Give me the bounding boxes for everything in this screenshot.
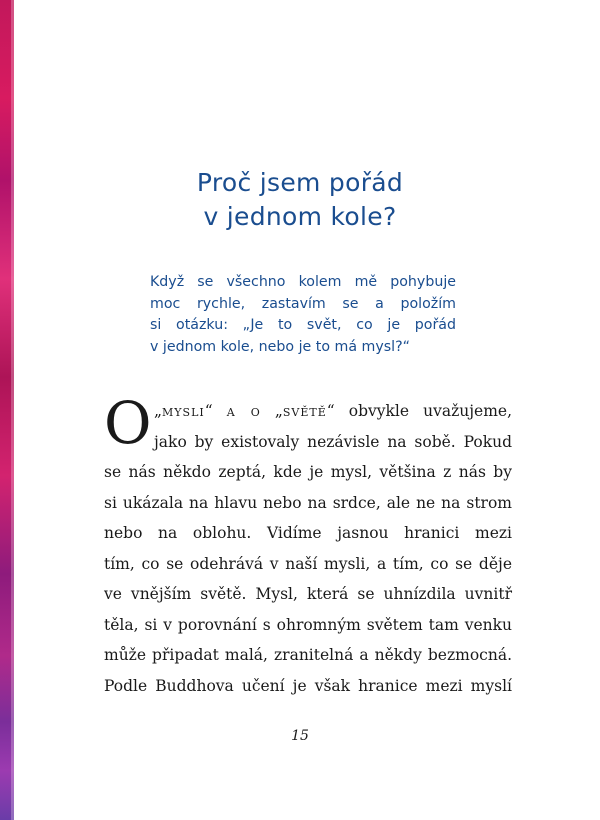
page-edge-color-strip: [0, 0, 14, 820]
body-line: těla, si v porovnání s ohromným světem tam venku: [104, 615, 512, 634]
body-line: ve vnějším světě. Mysl, která se uhnízdila uvnitř: [104, 585, 512, 603]
open-quote: „: [154, 402, 163, 420]
close-quote: “: [326, 402, 335, 420]
body-line: Podle Buddhova učení je však hranice mezi myslí: [104, 676, 512, 695]
body-line: tím, co se odehrává v naší mysli, a tím, co se děje: [104, 554, 512, 573]
body-line: se nás někdo zeptá, kde je mysl, většina z nás by: [104, 463, 512, 481]
intro-line: moc rychle, zastavím se a položím: [150, 295, 456, 312]
body-line: jako by existovaly nezávisle na sobě. Pokud: [154, 432, 512, 451]
term-svete: světě: [282, 402, 327, 420]
close-quote: “: [204, 402, 213, 420]
body-line: může připadat malá, zranitelná a někdy bezmocná.: [104, 646, 512, 664]
term-mysli: mysli: [162, 402, 205, 420]
open-quote: „: [274, 402, 283, 420]
connector-text: a o: [226, 402, 261, 420]
chapter-title-line-1: Proč jsem pořád: [196, 168, 404, 197]
intro-line: Když se všechno kolem mě pohybuje: [150, 274, 456, 290]
drop-cap: O: [104, 389, 152, 457]
body-line: si ukázala na hlavu nebo na srdce, ale ne na strom: [104, 493, 512, 512]
body-line: nebo na oblohu. Vidíme jasnou hranici mezi: [104, 524, 512, 542]
intro-line: si otázku: „Je to svět, co je pořád: [150, 317, 456, 333]
intro-line: v jednom kole, nebo je to má mysl?“: [150, 338, 410, 355]
page-number: 15: [291, 728, 309, 744]
first-line-rest: obvykle uvažujeme,: [348, 402, 512, 420]
body-first-line: [104, 396, 512, 427]
chapter-title-line-2: v jednom kole?: [203, 202, 397, 231]
chapter-title: [0, 166, 600, 234]
body-paragraph: [104, 389, 512, 701]
chapter-intro-quote: [150, 272, 456, 358]
